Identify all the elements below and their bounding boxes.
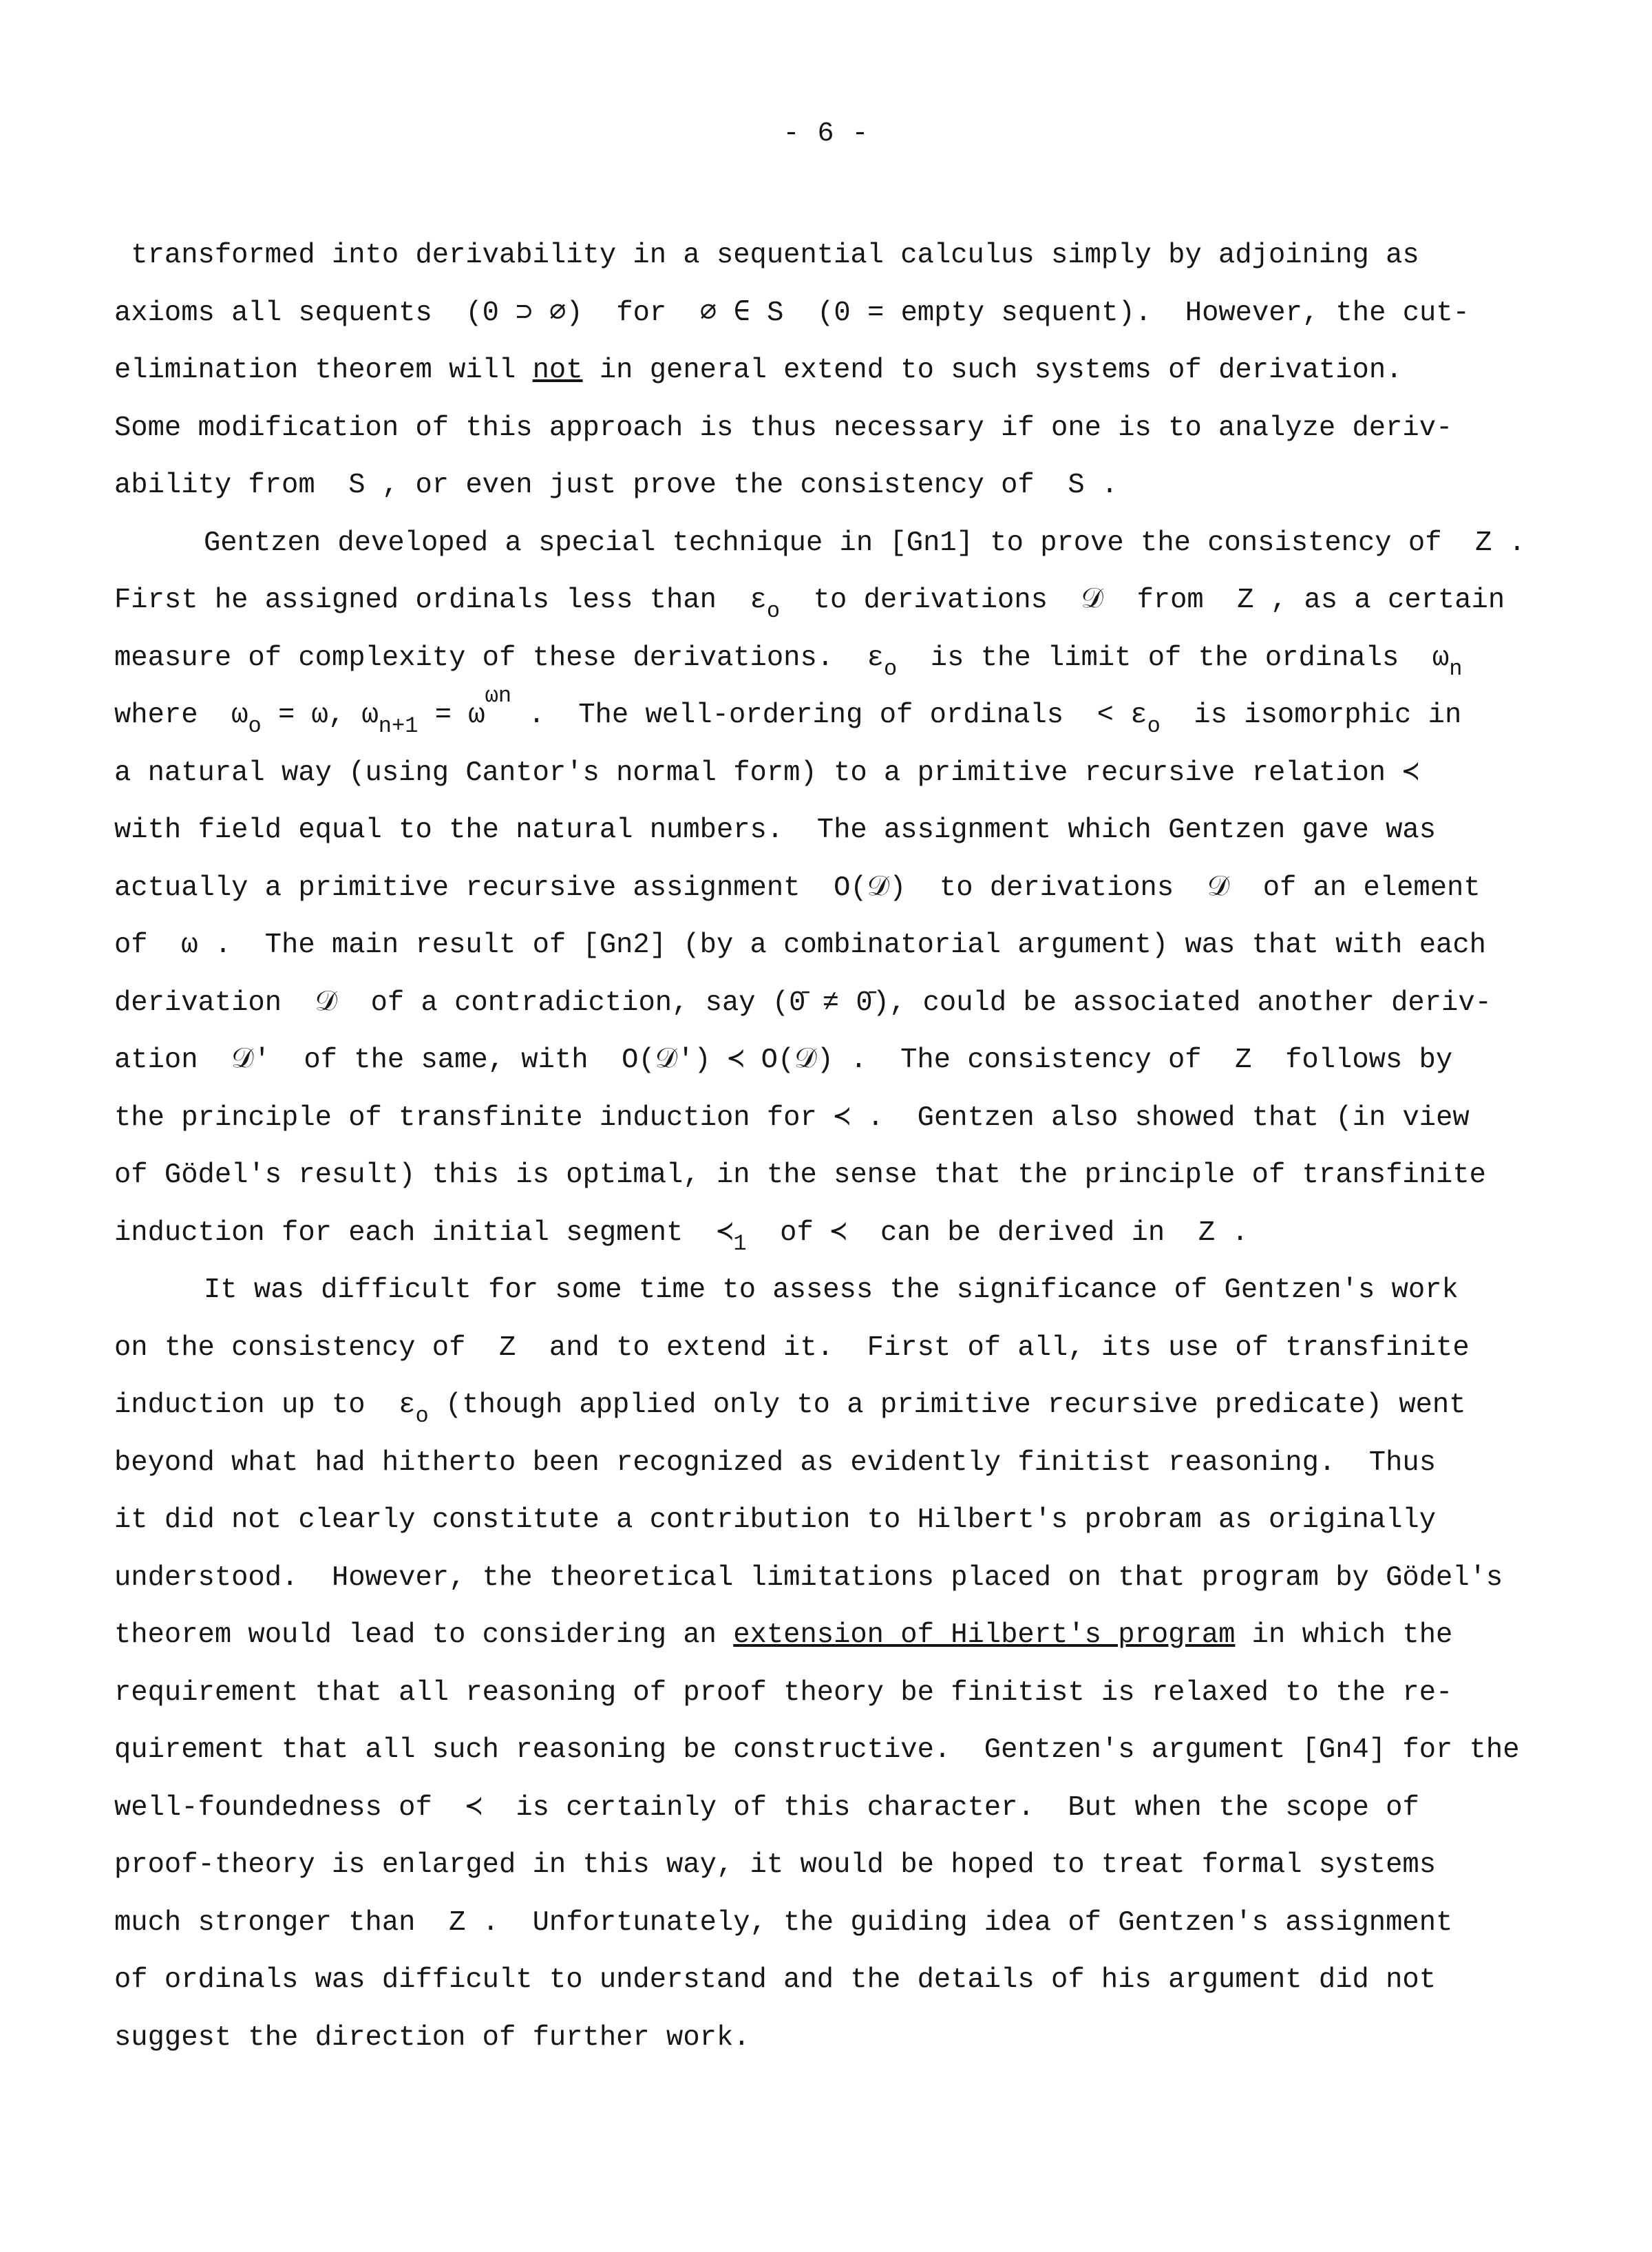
subscript: n	[1449, 655, 1463, 682]
subscript: o	[415, 1403, 429, 1429]
text-line	[114, 1032, 1553, 1090]
text-run: with field equal to the natural numbers. The assignment which Gentzen gave was	[114, 814, 1437, 846]
text-run: to derivations 𝒟 from Z , as a certain	[780, 585, 1505, 616]
text-run: of ordinals was difficult to understand and the details of his argument did not	[114, 1964, 1437, 1996]
text-line	[114, 1147, 1553, 1205]
text-line	[114, 1090, 1553, 1148]
text-run: beyond what had hitherto been recognized as evidently finitist reasoning. Thus	[114, 1446, 1437, 1479]
text-run: proof-theory is enlarged in this way, it would be hoped to treat formal systems	[114, 1849, 1437, 1881]
text-run: suggest the direction of further work.	[114, 2021, 750, 2054]
text-run: on the consistency of Z and to extend it. First of all, its use of transfinite	[114, 1332, 1470, 1364]
text-run: elimination theorem will	[114, 355, 533, 386]
text-run: a natural way (using Cantor's normal form) to a primitive recursive relation ≺	[114, 757, 1419, 789]
text-run: ability from S , or even just prove the consistency of S .	[114, 470, 1119, 501]
text-line	[114, 1492, 1553, 1550]
text-run: Gentzen developed a special technique in [Gn1] to prove the consistency of Z .	[204, 527, 1526, 559]
text-run: is isomorphic in	[1160, 699, 1462, 731]
text-run: theorem would lead to considering an	[114, 1619, 734, 1651]
text-line	[114, 745, 1553, 803]
text-line	[114, 1377, 1553, 1435]
text-line	[114, 2010, 1553, 2067]
text-run: (though applied only to a primitive recursive predicate) went	[428, 1389, 1466, 1421]
text-line	[114, 1320, 1553, 1378]
text-line	[114, 917, 1553, 975]
text-run: induction up to ε	[114, 1389, 416, 1421]
text-line	[114, 1780, 1553, 1838]
text-line	[114, 683, 1553, 745]
subscript: n+1	[378, 713, 419, 739]
page-number: - 6 -	[783, 118, 869, 149]
text-line	[114, 802, 1553, 860]
text-run: induction for each initial segment ≺	[114, 1217, 734, 1249]
text-run: transformed into derivability in a sequential calculus simply by adjoining as	[114, 240, 1419, 271]
text-line	[114, 1607, 1553, 1665]
text-run: well-foundedness of ≺ is certainly of this character. But when the scope of	[114, 1791, 1419, 1824]
text-line	[114, 1435, 1553, 1493]
text-line	[114, 285, 1553, 343]
text-line	[114, 1722, 1553, 1780]
superscript: ωn	[485, 683, 512, 708]
text-line	[114, 227, 1553, 285]
text-run: = ω	[418, 699, 485, 731]
text-run: of ω . The main result of [Gn2] (by a combinatorial argument) was that with each	[114, 929, 1486, 961]
text-run: derivation 𝒟 of a contradiction, say (0̄ ≠ 0̄), could be associated another deriv-	[114, 987, 1492, 1019]
text-line	[114, 1665, 1553, 1723]
body-text	[114, 227, 1553, 2067]
text-line	[114, 515, 1553, 573]
text-run: Some modification of this approach is thus necessary if one is to analyze deriv-	[114, 412, 1453, 444]
paragraph	[114, 515, 1553, 1263]
paragraph	[114, 227, 1553, 515]
text-line	[114, 1895, 1553, 1953]
text-line	[114, 1837, 1553, 1895]
text-run: It was difficult for some time to assess the significance of Gentzen's work	[204, 1274, 1459, 1306]
text-line	[114, 342, 1553, 400]
text-run: quirement that all such reasoning be constructive. Gentzen's argument [Gn4] for the	[114, 1734, 1520, 1766]
text-line	[114, 572, 1553, 630]
text-run: of ≺ can be derived in Z .	[746, 1217, 1249, 1249]
text-line	[114, 457, 1553, 515]
text-line	[114, 630, 1553, 688]
text-run: much stronger than Z . Unfortunately, the guiding idea of Gentzen's assignment	[114, 1906, 1453, 1939]
text-line	[114, 975, 1553, 1033]
text-run: = ω, ω	[261, 699, 379, 731]
text-run: understood. However, the theoretical limitations placed on that program by Gödel's	[114, 1561, 1503, 1594]
text-run: of Gödel's result) this is optimal, in the sense that the principle of transfinite	[114, 1159, 1486, 1191]
text-line	[114, 1952, 1553, 2010]
text-run: it did not clearly constitute a contribution to Hilbert's probram as originally	[114, 1504, 1437, 1536]
text-run: axioms all sequents (0 ⊃ ∅) for ∅ ∈ S (0 = empty sequent). However, the cut-	[114, 297, 1470, 329]
text-run: First he assigned ordinals less than ε	[114, 585, 767, 616]
subscript: o	[248, 713, 262, 739]
text-run: in general extend to such systems of derivation.	[582, 355, 1403, 386]
subscript: o	[1147, 713, 1161, 739]
text-run: ation 𝒟' of the same, with O(𝒟') ≺ O(𝒟) . The consistency of Z follows by	[114, 1044, 1453, 1076]
text-line	[114, 400, 1553, 458]
text-run: measure of complexity of these derivations. ε	[114, 642, 884, 674]
text-run: requirement that all reasoning of proof theory be finitist is relaxed to the re-	[114, 1676, 1453, 1709]
underlined-text: extension of Hilbert's program	[733, 1619, 1236, 1651]
text-run: the principle of transfinite induction for ≺ . Gentzen also showed that (in view	[114, 1102, 1470, 1134]
subscript: 1	[733, 1230, 747, 1256]
underlined-text: not	[532, 355, 583, 386]
text-run: . The well-ordering of ordinals < ε	[511, 699, 1147, 731]
subscript: o	[883, 655, 898, 682]
text-run: is the limit of the ordinals ω	[897, 642, 1450, 674]
subscript: o	[766, 598, 781, 624]
text-line	[114, 860, 1553, 918]
paragraph	[114, 1262, 1553, 2067]
text-line	[114, 1205, 1553, 1263]
text-run: actually a primitive recursive assignment O(𝒟) to derivations 𝒟 of an element	[114, 872, 1481, 904]
text-run: where ω	[114, 699, 248, 731]
text-line	[114, 1550, 1553, 1608]
text-line	[114, 1262, 1553, 1320]
text-run: in which the	[1235, 1619, 1453, 1651]
